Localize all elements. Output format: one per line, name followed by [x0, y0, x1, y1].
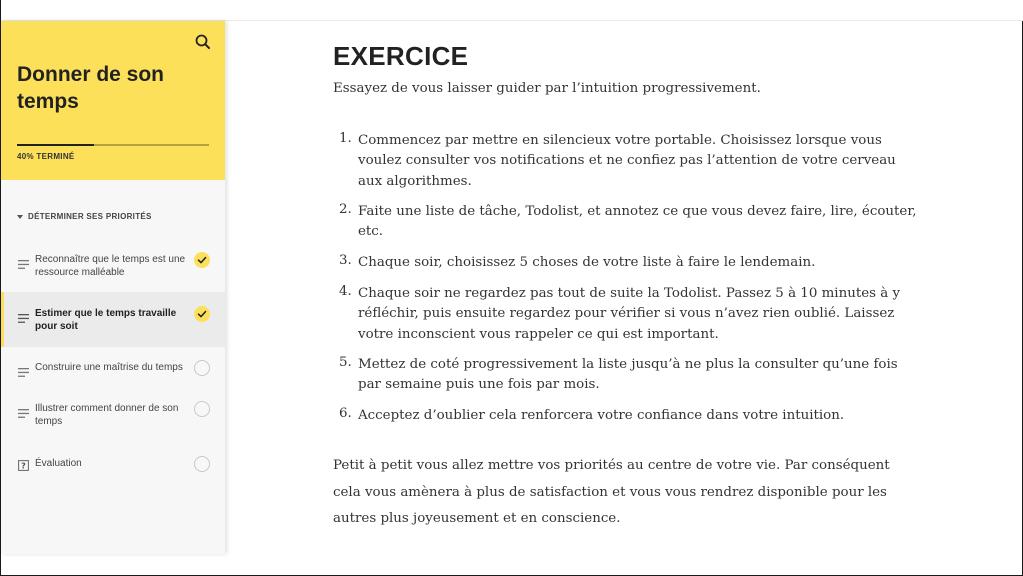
step-number: 4.	[339, 284, 352, 299]
step-number: 5.	[339, 355, 352, 370]
section-title: DÉTERMINER SES PRIORITÉS	[28, 212, 152, 221]
section-toggle[interactable]	[17, 212, 152, 221]
intro-text: Essayez de vous laisser guider par l’intuition progressivement.	[333, 81, 761, 96]
lines-icon	[18, 364, 29, 373]
lesson-item-evaluation[interactable]	[1, 445, 225, 483]
conclusion-text: Petit à petit vous allez mettre vos priorités au centre de votre vie. Par conséquent cela vous amènera à plus de satisfaction et vous vous rendrez disponible pour les autres plus joyeusement et en conscience.	[333, 458, 890, 526]
incomplete-circle-icon	[194, 456, 210, 472]
lesson-item-construire[interactable]	[1, 351, 225, 385]
step-text: Mettez de coté progressivement la liste jusqu’à ne plus la consulter qu’une fois par semaine puis une fois par mois.	[358, 357, 898, 393]
step-text: Acceptez d’oublier cela renforcera votre confiance dans votre intuition.	[358, 408, 845, 423]
caret-down-icon	[17, 215, 23, 219]
svg-text:?: ?	[21, 461, 26, 471]
step-number: 2.	[339, 202, 352, 217]
lesson-label: Construire une maîtrise du temps	[35, 362, 183, 373]
sidebar-header	[1, 21, 225, 180]
lesson-item-reconnaitre[interactable]	[1, 238, 225, 286]
lesson-item-illustrer[interactable]	[1, 391, 225, 439]
lines-icon	[18, 405, 29, 414]
lesson-label: Illustrer comment donner de son temps	[35, 403, 179, 427]
incomplete-circle-icon	[194, 360, 210, 376]
lesson-label: Estimer que le temps travaille pour soit	[35, 308, 177, 332]
step-text: Commencez par mettre en silencieux votre portable. Choisissez lorsque vous voulez consulter vos notifications et ne confiez pas l’attention de votre cerveau aux algorithmes.	[358, 133, 896, 189]
progress-bar	[17, 144, 209, 146]
step-number: 3.	[339, 253, 352, 268]
lines-icon	[18, 256, 29, 265]
step-number: 1.	[339, 131, 352, 146]
course-title: Donner de son temps	[17, 63, 165, 113]
step-text: Chaque soir ne regardez pas tout de suite la Todolist. Passez 5 à 10 minutes à y réfléchir, puis ensuite regardez pour vérifier si vous n’avez rien oublié. Laissez votre inconscient vous rappeler ce qui est important.	[358, 286, 901, 342]
incomplete-circle-icon	[194, 401, 210, 417]
check-icon	[194, 306, 210, 322]
progress-text: 40% TERMINÉ	[17, 152, 75, 161]
step-text: Chaque soir, choisissez 5 choses de votre liste à faire le lendemain.	[358, 255, 816, 270]
page-title: EXERCICE	[333, 41, 469, 71]
step-number: 6.	[339, 406, 352, 421]
progress-bar-fill	[17, 144, 94, 146]
lesson-item-estimer[interactable]	[1, 292, 225, 347]
step-text: Faite une liste de tâche, Todolist, et annotez ce que vous devez faire, lire, écouter, etc.	[358, 204, 917, 240]
quiz-icon	[18, 458, 29, 469]
search-icon[interactable]	[194, 33, 212, 51]
check-icon	[194, 252, 210, 268]
lesson-label: Reconnaître que le temps est une ressource malléable	[35, 254, 186, 278]
lesson-label: Évaluation	[35, 458, 82, 469]
course-sidebar	[1, 21, 225, 554]
top-bar	[1, 0, 1023, 20]
lines-icon	[18, 310, 29, 319]
